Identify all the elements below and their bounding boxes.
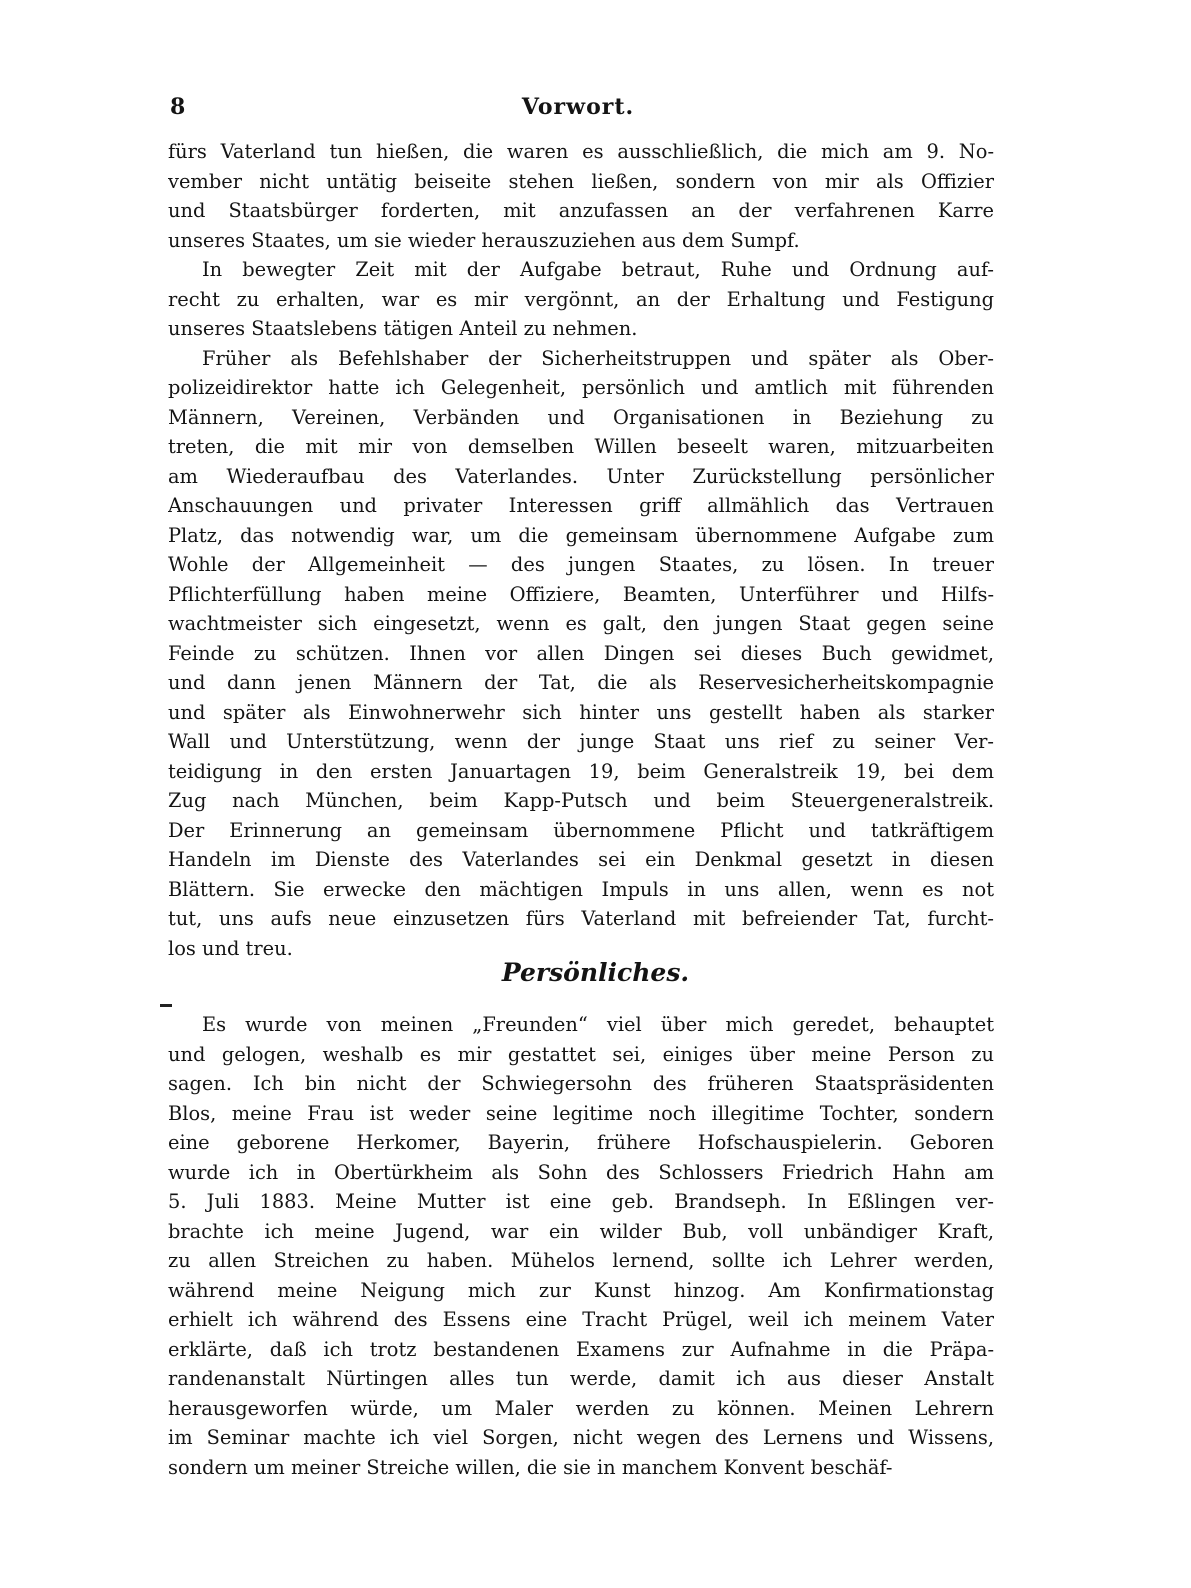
print-mark [160,1004,172,1007]
text-line: erhielt ich während des Essens eine Tracht Prügel, weil ich meinem Vater [168,1308,994,1331]
text-line: polizeidirektor hatte ich Gelegenheit, persönlich und amtlich mit führenden [168,376,994,399]
page-header [160,86,996,126]
text-line: randenanstalt Nürtingen alles tun werde, damit ich aus dieser Anstalt [168,1367,994,1390]
text-line: Handeln im Dienste des Vaterlandes sei ein Denkmal gesetzt in diesen [168,848,994,871]
text-line: wachtmeister sich eingesetzt, wenn es galt, den jungen Staat gegen seine [168,612,994,635]
text-line: Es wurde von meinen „Freunden“ viel über mich geredet, behauptet [202,1013,994,1036]
text-line: teidigung in den ersten Januartagen 19, beim Generalstreik 19, bei dem [168,759,994,783]
text-line: Der Erinnerung an gemeinsam übernommene Pflicht und tatkräftigem [168,818,994,842]
paragraph [168,344,994,964]
text-line: Blättern. Sie erwecke den mächtigen Impuls in uns allen, wenn es not [168,877,994,901]
text-line: treten, die mit mir von demselben Willen beseelt waren, mitzuarbeiten [168,435,994,458]
text-line: fürs Vaterland tun hießen, die waren es ausschließlich, die mich am 9. No- [168,140,994,163]
text-line: und gelogen, weshalb es mir gestattet sei, einiges über meine Person zu [168,1042,994,1066]
text-line: zu allen Streichen zu haben. Mühelos lernend, sollte ich Lehrer werden, [168,1249,994,1272]
paragraph [168,255,994,344]
text-line: los und treu. [168,936,293,960]
text-line: unseres Staatslebens tätigen Anteil zu nehmen. [168,317,638,340]
text-line: Wohle der Allgemeinheit — des jungen Staates, zu lösen. In treuer [168,553,994,576]
text-line: In bewegter Zeit mit der Aufgabe betraut, Ruhe und Ordnung auf- [202,258,994,281]
text-line: Blos, meine Frau ist weder seine legitime noch illegitime Tochter, sondern [168,1101,994,1125]
text-line: während meine Neigung mich zur Kunst hinzog. Am Konfirmationstag [168,1278,994,1302]
text-line: wurde ich in Obertürkheim als Sohn des Schlossers Friedrich Hahn am [168,1160,994,1184]
running-head: Vorwort. [521,94,635,120]
text-line: vember nicht untätig beiseite stehen ließen, sondern von mir als Offizier [168,169,994,193]
foreword-text [168,137,994,963]
text-line: Anschauungen und privater Interessen griff allmählich das Vertrauen [168,494,994,517]
text-line: Männern, Vereinen, Verbänden und Organisationen in Beziehung zu [168,405,994,429]
text-line: Früher als Befehlshaber der Sicherheitstruppen und später als Ober- [202,346,994,370]
text-line: eine geborene Herkomer, Bayerin, frühere Hofschauspielerin. Geboren [168,1131,994,1154]
text-line: Zug nach München, beim Kapp-Putsch und beim Steuergeneralstreik. [168,789,994,812]
text-line: Pflichterfüllung haben meine Offiziere, Beamten, Unterführer und Hilfs- [168,582,994,606]
text-line: sagen. Ich bin nicht der Schwiegersohn des früheren Staatspräsidenten [168,1072,994,1095]
text-line: Wall und Unterstützung, wenn der junge Staat uns rief zu seiner Ver- [168,730,994,753]
personal-text [168,1010,994,1482]
text-line: am Wiederaufbau des Vaterlandes. Unter Zurückstellung persönlicher [168,464,994,488]
text-line: und dann jenen Männern der Tat, die als Reservesicherheitskompagnie [168,671,994,694]
text-line: im Seminar machte ich viel Sorgen, nicht wegen des Lernens und Wissens, [168,1426,994,1449]
page-number: 8 [170,94,186,120]
text-line: erklärte, daß ich trotz bestandenen Examens zur Aufnahme in die Präpa- [168,1337,994,1361]
text-line: brachte ich meine Jugend, war ein wilder Bub, voll unbändiger Kraft, [168,1219,994,1243]
text-line: recht zu erhalten, war es mir vergönnt, an der Erhaltung und Festigung [168,287,994,311]
text-line: herausgeworfen würde, um Maler werden zu können. Meinen Lehrern [168,1396,994,1420]
text-line: Feinde zu schützen. Ihnen vor allen Dingen sei dieses Buch gewidmet, [168,641,994,665]
text-line: und Staatsbürger forderten, mit anzufassen an der verfahrenen Karre [168,199,994,222]
text-line: und später als Einwohnerwehr sich hinter uns gestellt haben als starker [168,700,994,724]
text-line: sondern um meiner Streiche willen, die sie in manchem Konvent beschäf- [168,1455,893,1479]
text-line: Platz, das notwendig war, um die gemeinsam übernommene Aufgabe zum [168,523,994,547]
text-line: unseres Staates, um sie wieder herauszuziehen aus dem Sumpf. [168,228,800,252]
paragraph [168,137,994,255]
text-line: tut, uns aufs neue einzusetzen fürs Vaterland mit befreiender Tat, furcht- [168,907,994,930]
paragraph [168,1010,994,1482]
section-title: Persönliches. [501,958,690,987]
text-line: 5. Juli 1883. Meine Mutter ist eine geb. Brandseph. In Eßlingen ver- [168,1190,994,1213]
